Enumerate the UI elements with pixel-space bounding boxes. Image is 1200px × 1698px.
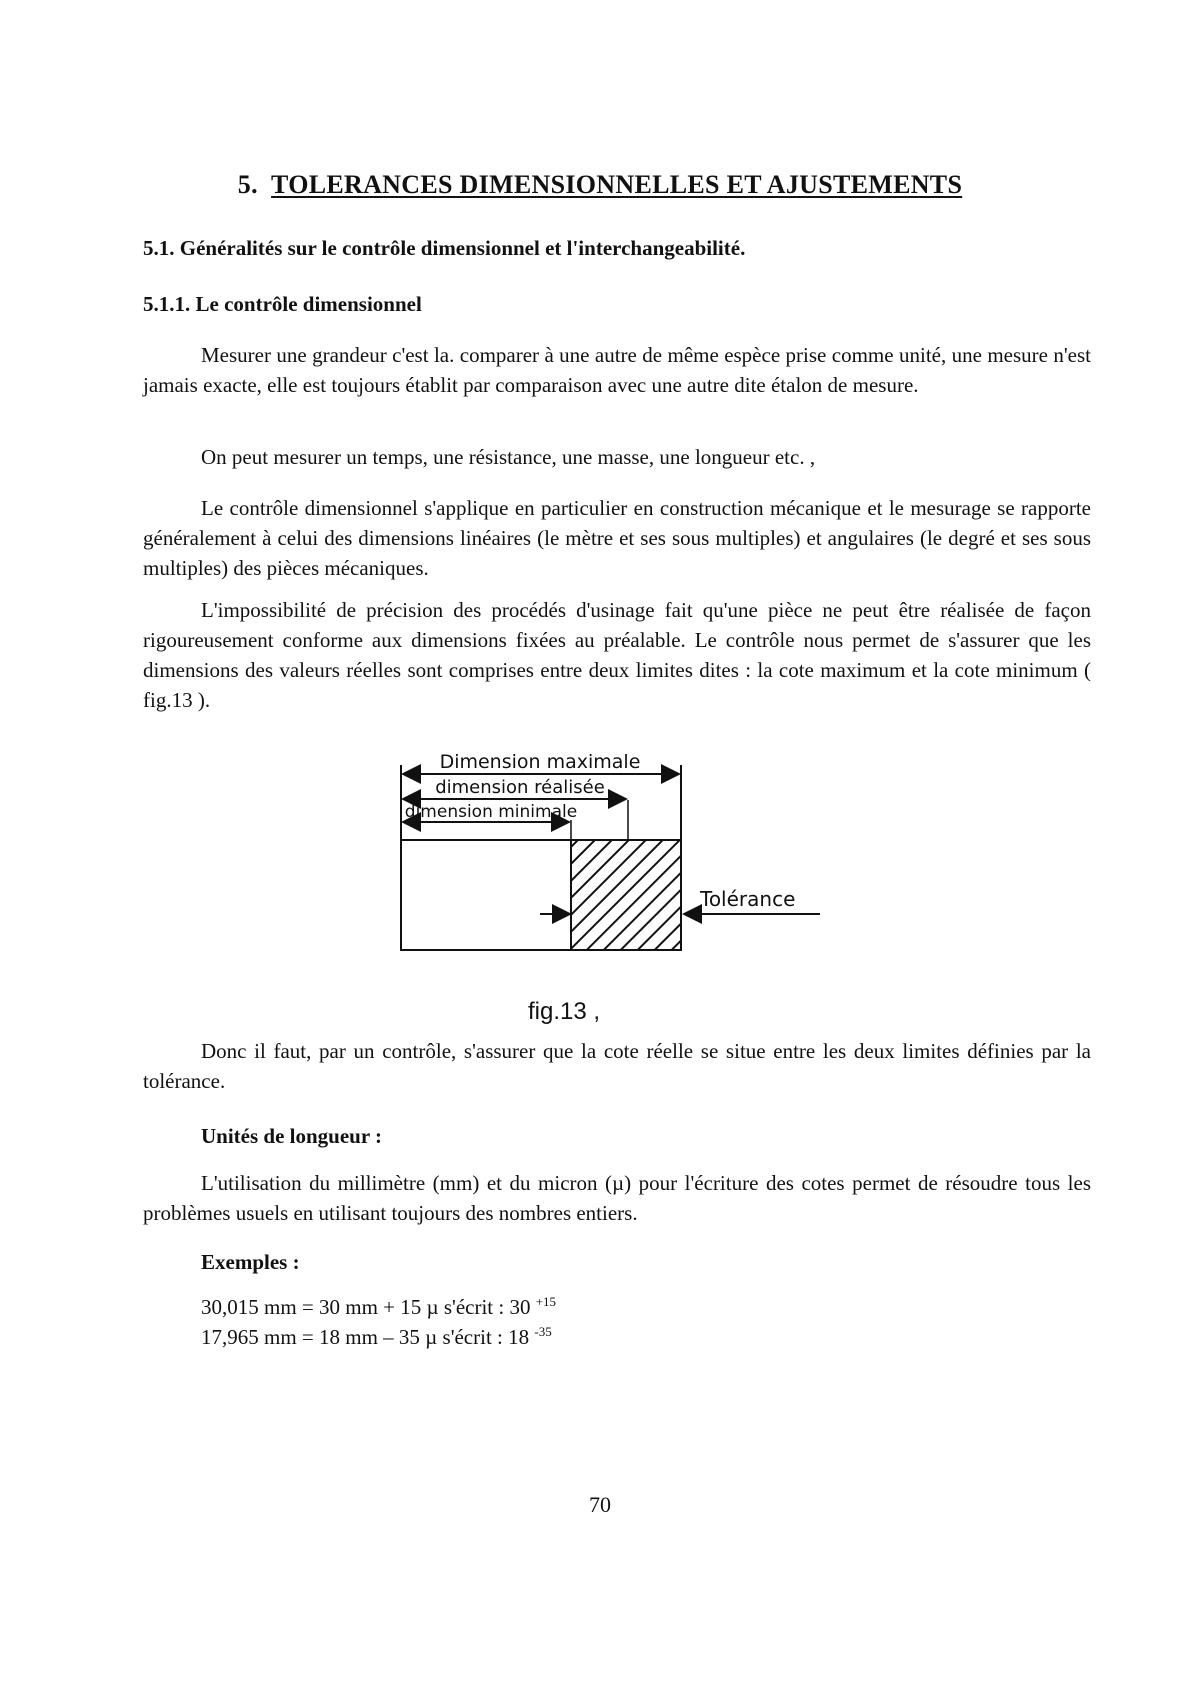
paragraph-measure-definition: Mesurer une grandeur c'est la. comparer à une autre de même espèce prise comme unité, une mesure n'est jamais exacte, elle est toujours établit par comparaison avec une autre dite étalon de mesure.: [143, 343, 1091, 397]
tolerance-diagram-svg: [395, 750, 875, 1040]
units-heading: Unités de longueur :: [201, 1124, 383, 1148]
example-line-2: [201, 1324, 552, 1350]
examples-heading: Exemples :: [201, 1250, 300, 1274]
paragraph-machining-precision: L'impossibilité de précision des procédés d'usinage fait qu'une pièce ne peut être réalisée de façon rigoureusement conforme aux dimensions fixées au préalable. Le contrôle nous permet de s'assurer que les dimensions des valeurs réelles sont comprises entre deux limites dites : la cote maximum et la cote minimum ( fig.13 ).: [143, 598, 1091, 712]
label-dimension-max: Dimension maximale: [439, 751, 641, 773]
example-line-1: [201, 1294, 556, 1320]
label-dimension-real: dimension réalisée: [435, 777, 605, 798]
paragraph-measure-examples: On peut mesurer un temps, une résistance, une masse, une longueur etc. ,: [201, 445, 816, 469]
example-1-tolerance: +15: [535, 1294, 557, 1309]
paragraph-units: L'utilisation du millimètre (mm) et du micron (µ) pour l'écriture des cotes permet de résoudre tous les problèmes usuels en utilisant toujours des nombres entiers.: [143, 1171, 1091, 1225]
paragraph-control-conclusion: Donc il faut, par un contrôle, s'assurer que la cote réelle se situe entre les deux limites définies par la tolérance.: [143, 1039, 1091, 1093]
paragraph-dimensional-control: Le contrôle dimensionnel s'applique en particulier en construction mécanique et le mesurage se rapporte généralement à celui des dimensions linéaires (le mètre et ses sous multiples) et angulaires (le degré et ses sous multiples) des pièces mécaniques.: [143, 496, 1091, 580]
example-1-text: 30,015 mm = 30 mm + 15 µ s'écrit : 30: [201, 1295, 536, 1319]
example-2-tolerance: -35: [534, 1324, 552, 1339]
tolerance-zone-hatched: [571, 840, 681, 950]
chapter-title-text: TOLERANCES DIMENSIONNELLES ET AJUSTEMENTS: [271, 170, 963, 199]
label-tolerance: Tolérance: [700, 887, 796, 911]
label-dimension-min: dimension minimale: [404, 802, 578, 822]
chapter-title: [0, 170, 1200, 200]
page-number: 70: [589, 1492, 611, 1517]
section-heading: 5.1. Généralités sur le contrôle dimensionnel et l'interchangeabilité.: [143, 236, 746, 260]
chapter-number: 5.: [237, 170, 258, 199]
figure-tolerance-diagram: [395, 750, 875, 1040]
subsection-heading: 5.1.1. Le contrôle dimensionnel: [143, 292, 422, 316]
figure-caption: fig.13 ,: [528, 998, 601, 1025]
example-2-text: 17,965 mm = 18 mm – 35 µ s'écrit : 18: [201, 1325, 535, 1349]
